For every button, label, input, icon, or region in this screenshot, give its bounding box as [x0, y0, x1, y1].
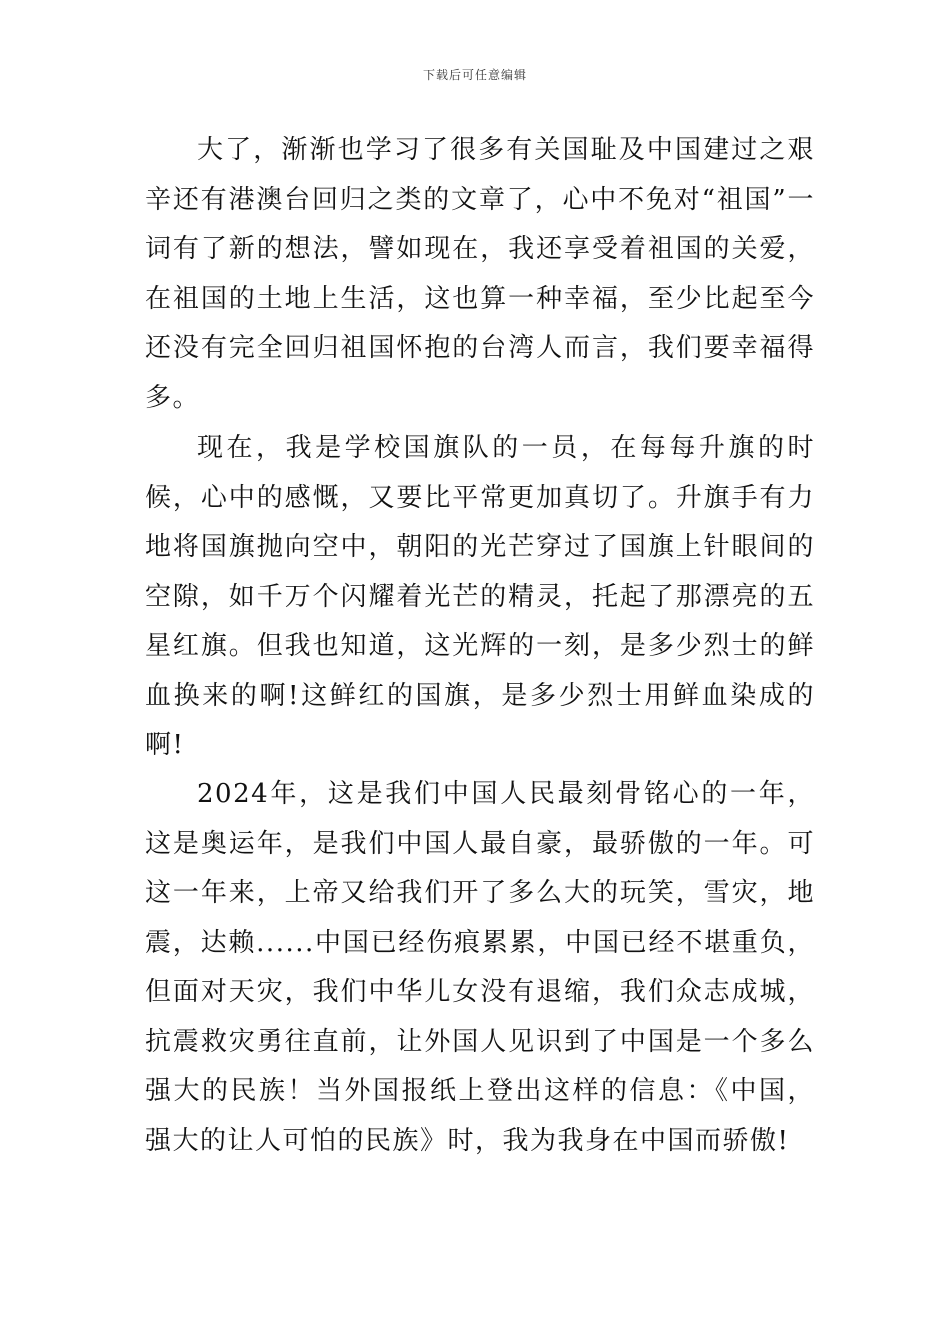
paragraph-1: 大了，渐渐也学习了很多有关国耻及中国建过之艰辛还有港澳台回归之类的文章了，心中不免对“祖国”一词有了新的想法，譬如现在，我还享受着祖国的关爱，在祖国的土地上生活，这也算一种幸福，至少比起至今还没有完全回归祖国怀抱的台湾人而言，我们要幸福得多。 — [145, 135, 815, 413]
paragraph-2: 现在，我是学校国旗队的一员，在每每升旗的时候，心中的感慨，又要比平常更加真切了。升旗手有力地将国旗抛向空中，朝阳的光芒穿过了国旗上针眼间的空隙，如千万个闪耀着光芒的精灵，托起了那漂亮的五星红旗。但我也知道，这光辉的一刻，是多少烈士的鲜血换来的啊!这鲜红的国旗，是多少烈士用鲜血染成的啊! — [145, 433, 815, 760]
header-note: 下载后可任意编辑 — [422, 68, 527, 82]
paragraph-3: 2024年，这是我们中国人民最刻骨铭心的一年，这是奥运年，是我们中国人最自豪，最骄傲的一年。可这一年来，上帝又给我们开了多么大的玩笑，雪灾，地震，达赖......中国已经伤痕累累，中国已经不堪重负，但面对天灾，我们中华儿女没有退缩，我们众志成城，抗震救灾勇往直前，让外国人见识到了中国是一个多么强大的民族！当外国报纸上登出这样的信息：《中国，强大的让人可怕的民族》时，我为我身在中国而骄傲! — [145, 779, 815, 1156]
